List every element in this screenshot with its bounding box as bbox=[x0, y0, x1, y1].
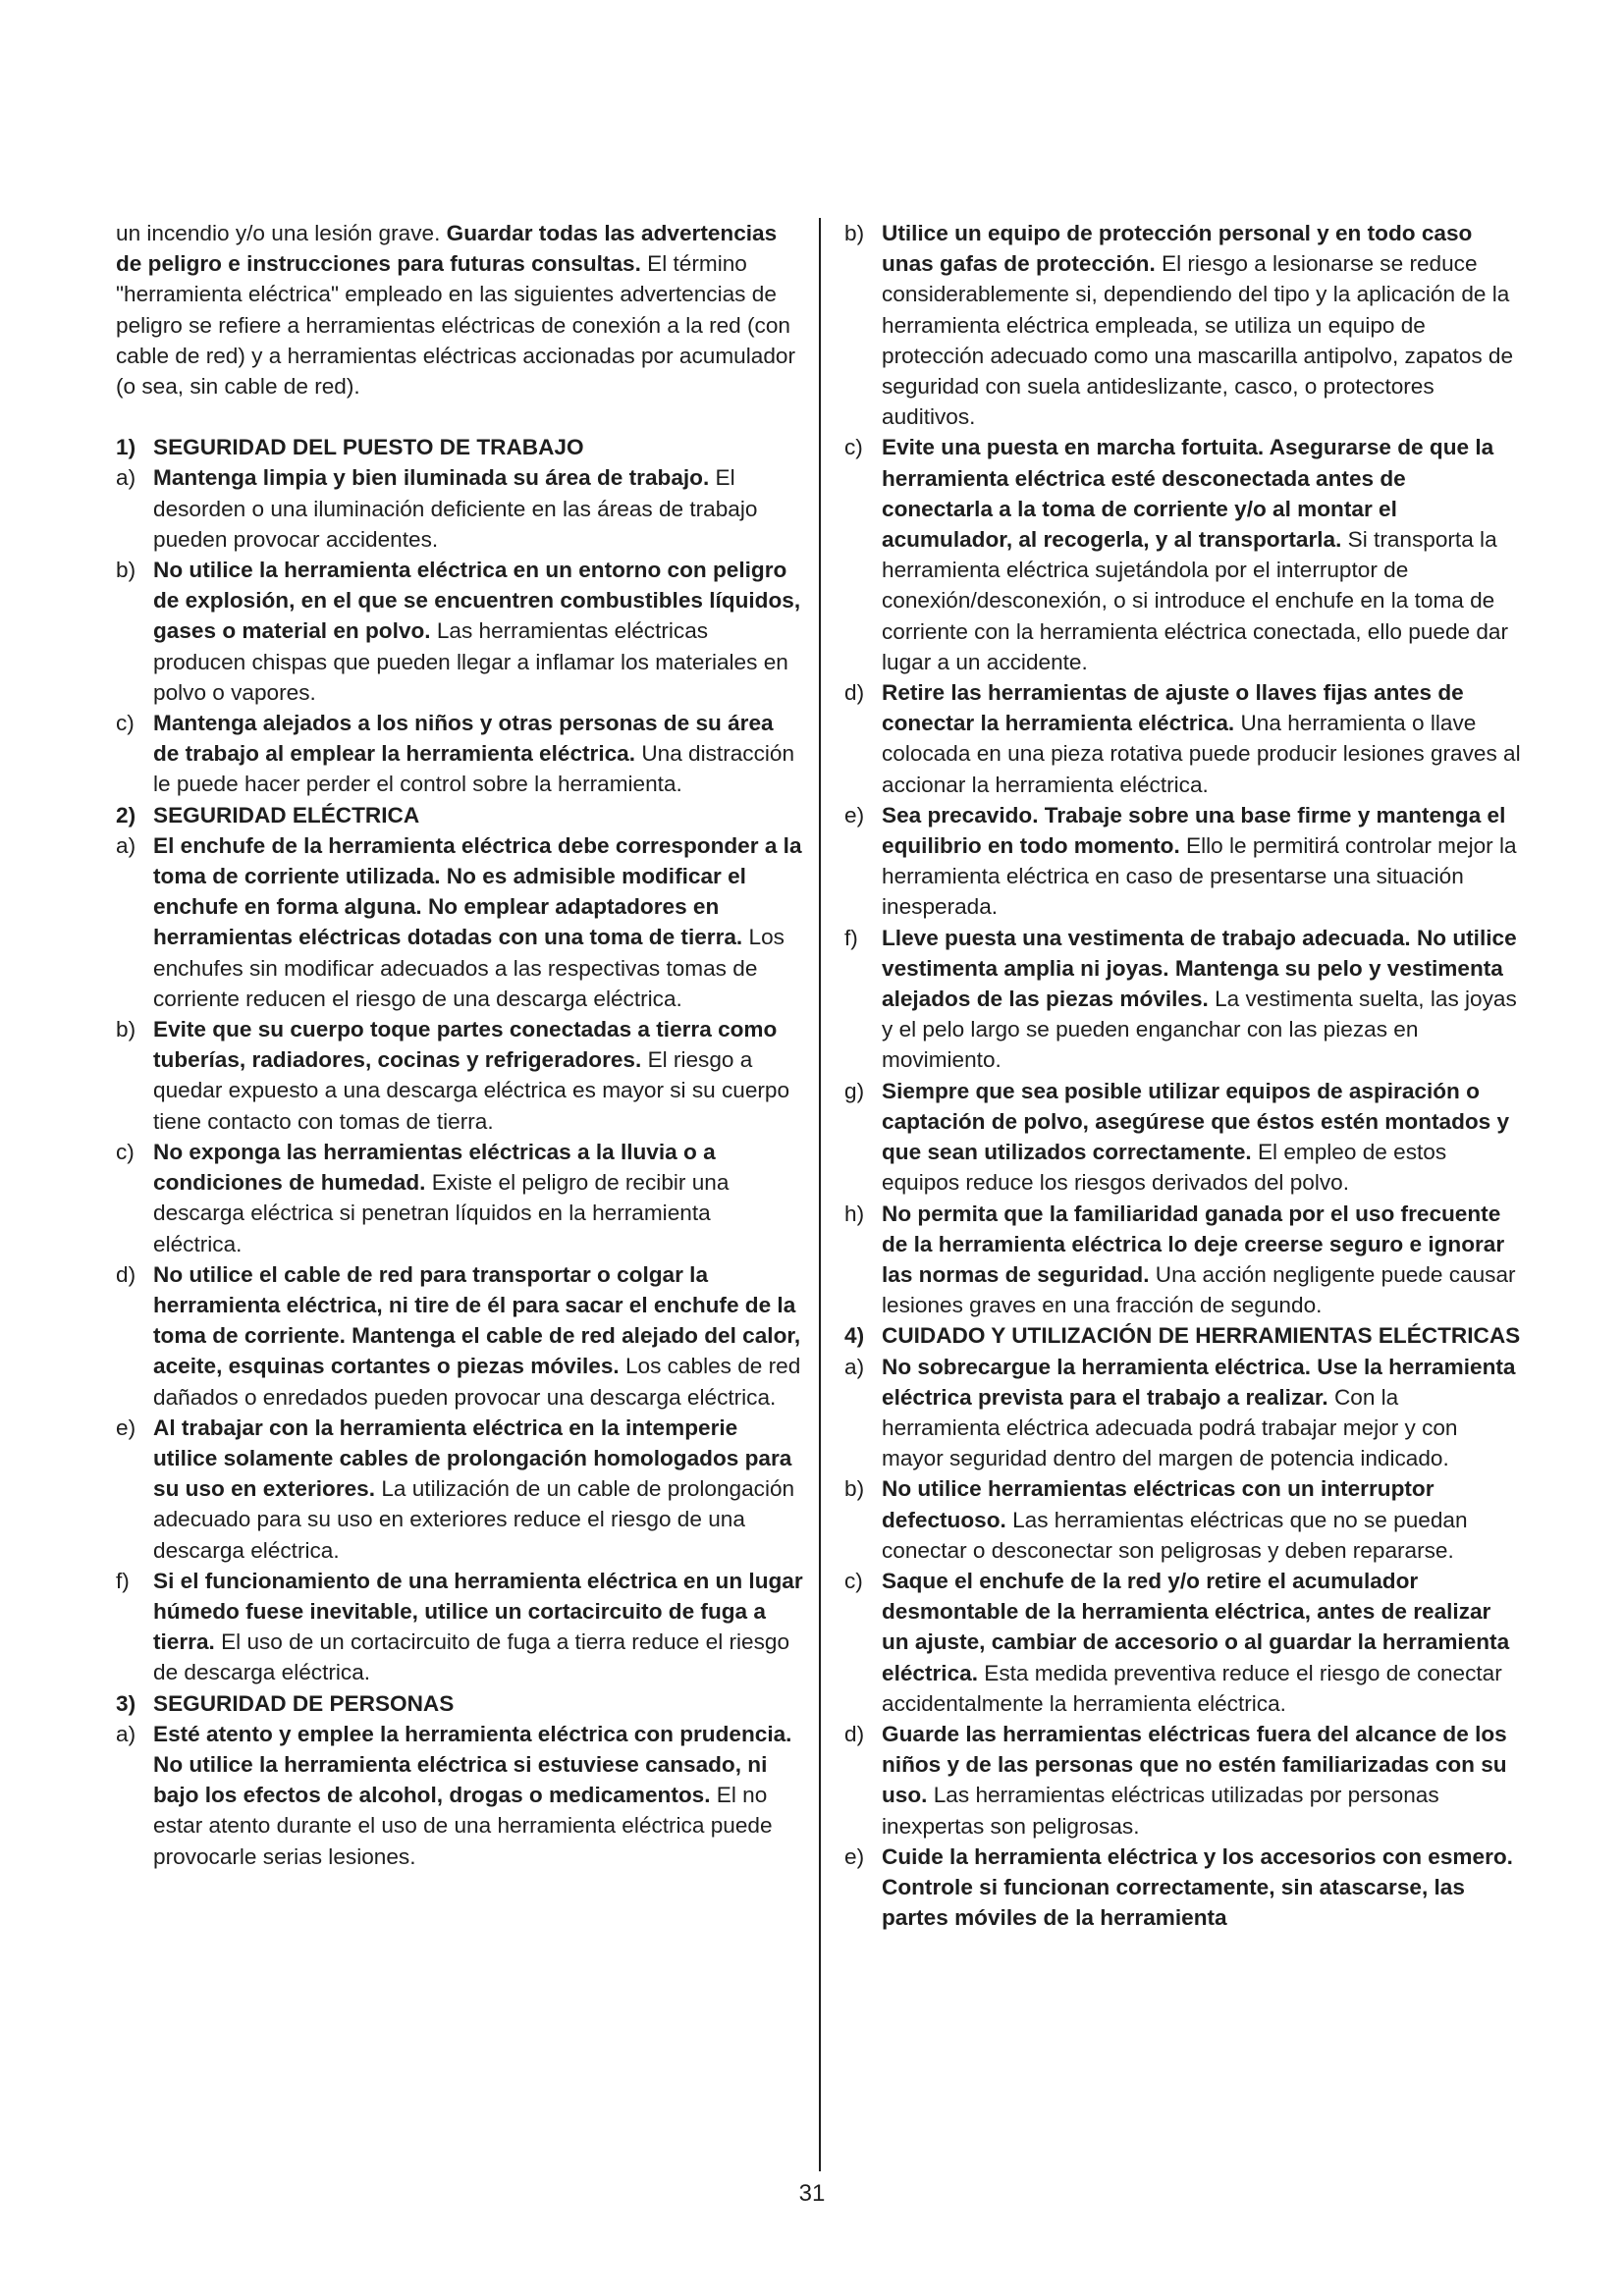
list-item: c) No exponga las herramientas eléctricas a la lluvia o a condiciones de humedad. Existe el peligro de recibir una descarga eléctrica si penetran líquidos en la herramienta eléctrica. bbox=[116, 1139, 730, 1256]
list-item: b) No utilice herramientas eléctricas con un interruptor defectuoso. Las herramientas eléctricas que no se puedan conectar o desconectar son peligrosas y deben repararse. bbox=[844, 1476, 1468, 1563]
section-heading-3: 3) SEGURIDAD DE PERSONAS bbox=[116, 1690, 455, 1716]
list-item: f) Si el funcionamiento de una herramienta eléctrica en un lugar húmedo fuese inevitable, utilice un cortacircuito de fuga a tierra. El uso de un cortacircuito de fuga a tierra reduce el riesgo de descarga eléctrica. bbox=[116, 1568, 803, 1685]
section-heading-4: 4) CUIDADO Y UTILIZACIÓN DE HERRAMIENTAS ELÉCTRICAS bbox=[844, 1323, 1521, 1349]
list-item: h) No permita que la familiaridad ganada por el uso frecuente de la herramienta eléctrica lo deje creerse seguro e ignorar las normas de seguridad. Una acción negligente puede causar lesiones graves en una fracción de segundo. bbox=[844, 1201, 1516, 1318]
spacer bbox=[116, 401, 803, 432]
list-item: a) Mantenga limpia y bien iluminada su área de trabajo. El desorden o una iluminación deficiente en las áreas de trabajo pueden provocar accidentes. bbox=[116, 465, 758, 552]
list-item: c) Saque el enchufe de la red y/o retire el acumulador desmontable de la herramienta eléctrica, antes de realizar un ajuste, cambiar de accesorio o al guardar la herramienta eléctrica. Esta medida preventiva reduce el riesgo de conectar accidentalmente la herramienta eléctrica. bbox=[844, 1568, 1510, 1716]
list-item: c) Evite una puesta en marcha fortuita. Asegurarse de que la herramienta eléctrica esté desconectada antes de conectarla a la toma de corriente y/o al montar el acumulador, al recogerla, y al transportarla. Si transporta la herramienta eléctrica sujetándola por el interruptor de conexión/desconexión, o si introduce el enchufe en la toma de corriente con la herramienta eléctrica conectada, ello puede dar lugar a un accidente. bbox=[844, 435, 1509, 674]
list-item: a) No sobrecargue la herramienta eléctrica. Use la herramienta eléctrica prevista para el trabajo a realizar. Con la herramienta eléctrica adecuada podrá trabajar mejor y con mayor seguridad dentro del margen de potencia indicado. bbox=[844, 1354, 1516, 1471]
list-item: c) Mantenga alejados a los niños y otras personas de su área de trabajo al emplear la herramienta eléctrica. Una distracción le puede hacer perder el control sobre la herramienta. bbox=[116, 711, 795, 797]
section-heading-1: 1) SEGURIDAD DEL PUESTO DE TRABAJO bbox=[116, 435, 584, 460]
column-divider bbox=[819, 218, 821, 2171]
section-heading-2: 2) SEGURIDAD ELÉCTRICA bbox=[116, 802, 420, 828]
list-item: b) No utilice la herramienta eléctrica en un entorno con peligro de explosión, en el que se encuentren combustibles líquidos, gases o material en polvo. Las herramientas eléctricas producen chispas que pueden llegar a inflamar los materiales en polvo o vapores. bbox=[116, 558, 801, 705]
intro-paragraph: un incendio y/o una lesión grave. Guardar todas las advertencias de peligro e instrucciones para futuras consultas. El término "herramienta eléctrica" empleado en las siguientes advertencias de peligro se refiere a herramientas eléctricas de conexión a la red (con cable de red) y a herramientas eléctricas accionadas por acumulador (o sea, sin cable de red). bbox=[116, 221, 795, 400]
list-item: b) Utilice un equipo de protección personal y en todo caso unas gafas de protección. El riesgo a lesionarse se reduce considerablemente si, dependiendo del tipo y la aplicación de la herramienta eléctrica empleada, se utiliza un equipo de protección adecuado como una mascarilla antipolvo, zapatos de seguridad con suela antideslizante, casco, o protectores auditivos. bbox=[844, 221, 1514, 430]
list-item: b) Evite que su cuerpo toque partes conectadas a tierra como tuberías, radiadores, cocinas y refrigeradores. El riesgo a quedar expuesto a una descarga eléctrica es mayor si su cuerpo tiene contacto con tomas de tierra. bbox=[116, 1017, 790, 1134]
left-column bbox=[116, 218, 803, 1872]
list-item: e) Sea precavido. Trabaje sobre una base firme y mantenga el equilibrio en todo momento. Ello le permitirá controlar mejor la herramienta eléctrica en caso de presentarse una situación inesperada. bbox=[844, 802, 1517, 920]
list-item: f) Lleve puesta una vestimenta de trabajo adecuada. No utilice vestimenta amplia ni joyas. Mantenga su pelo y vestimenta alejados de las piezas móviles. La vestimenta suelta, las joyas y el pelo largo se pueden enganchar con las piezas en movimiento. bbox=[844, 925, 1517, 1073]
list-item: e) Al trabajar con la herramienta eléctrica en la intemperie utilice solamente cables de prolongación homologados para su uso en exteriores. La utilización de un cable de prolongación adecuado para su uso en exteriores reduce el riesgo de una descarga eléctrica. bbox=[116, 1415, 795, 1563]
list-item: a) El enchufe de la herramienta eléctrica debe corresponder a la toma de corriente utilizada. No es admisible modificar el enchufe en forma alguna. No emplear adaptadores en herramientas eléctricas dotadas con una toma de tierra. Los enchufes sin modificar adecuados a las respectivas tomas de corriente reducen el riesgo de una descarga eléctrica. bbox=[116, 832, 802, 1011]
right-column bbox=[844, 218, 1522, 1933]
list-item: d) No utilice el cable de red para transportar o colgar la herramienta eléctrica, ni tire de él para sacar el enchufe de la toma de corriente. Mantenga el cable de red alejado del calor, aceite, esquinas cortantes o piezas móviles. Los cables de red dañados o enredados pueden provocar una descarga eléctrica. bbox=[116, 1261, 801, 1410]
list-item: d) Retire las herramientas de ajuste o llaves fijas antes de conectar la herramienta eléctrica. Una herramienta o llave colocada en una pieza rotativa puede producir lesiones graves al accionar la herramienta eléctrica. bbox=[844, 680, 1521, 797]
list-item: d) Guarde las herramientas eléctricas fuera del alcance de los niños y de las personas que no estén familiarizadas con su uso. Las herramientas eléctricas utilizadas por personas inexpertas son peligrosas. bbox=[844, 1721, 1507, 1839]
list-item: a) Esté atento y emplee la herramienta eléctrica con prudencia. No utilice la herramienta eléctrica si estuviese cansado, ni bajo los efectos de alcohol, drogas o medicamentos. El no estar atento durante el uso de una herramienta eléctrica puede provocarle serias lesiones. bbox=[116, 1721, 792, 1869]
list-item: g) Siempre que sea posible utilizar equipos de aspiración o captación de polvo, asegúrese que éstos estén montados y que sean utilizados correctamente. El empleo de estos equipos reduce los riesgos derivados del polvo. bbox=[844, 1078, 1510, 1196]
list-item: e) Cuide la herramienta eléctrica y los accesorios con esmero. Controle si funcionan correctamente, sin atascarse, las partes móviles de la herramienta bbox=[844, 1843, 1513, 1931]
page-number: 31 bbox=[798, 2180, 826, 2207]
